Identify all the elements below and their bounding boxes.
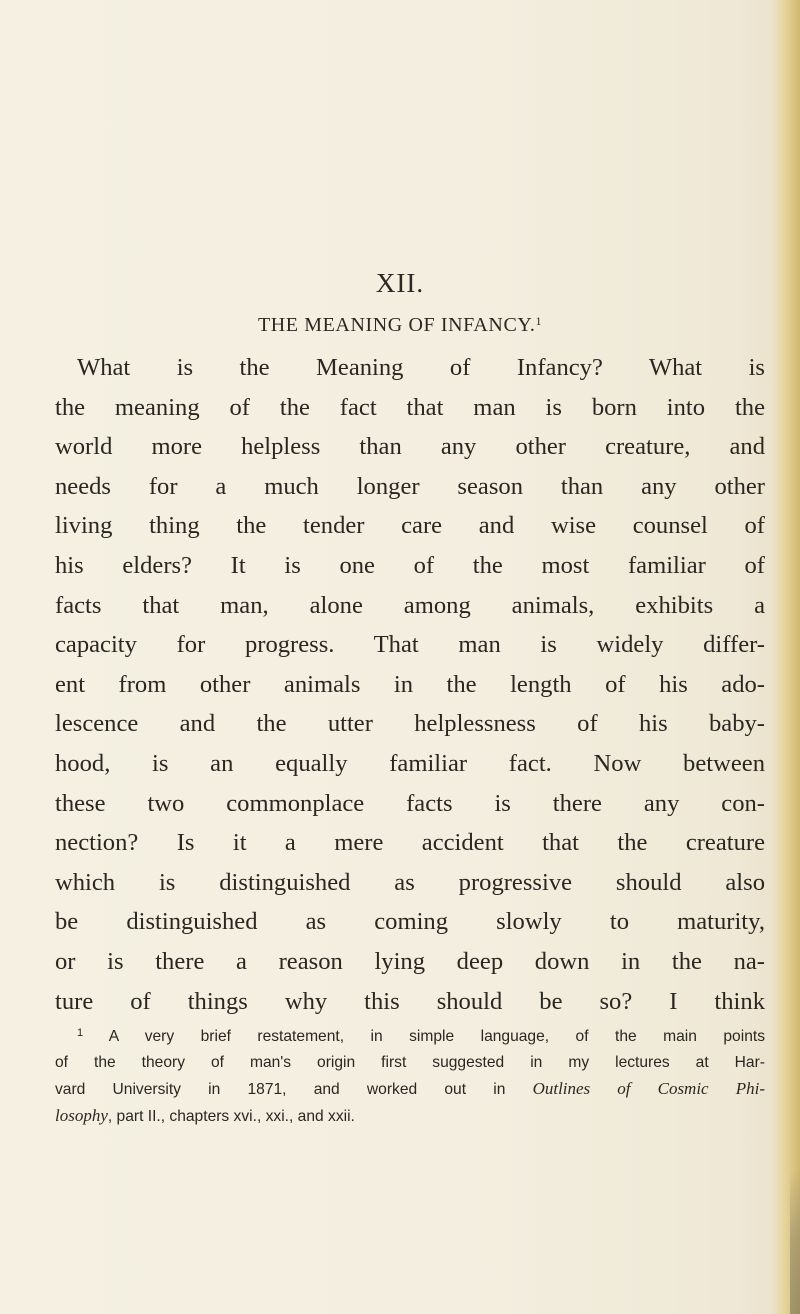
footnote-text: , part II., chapters xvi., xxi., and xxii. — [107, 1108, 355, 1125]
footnote-text: vard University in 1871, and worked out in — [55, 1081, 533, 1098]
footnote-text: A very brief restatement, in simple language, of the main points — [108, 1028, 765, 1045]
footnote — [55, 1020, 765, 1130]
body-line: capacity for progress. That man is widely differ- — [55, 631, 765, 659]
body-line: needs for a much longer season than any other — [55, 472, 765, 500]
page-edge — [772, 0, 800, 1314]
body-line: be distinguished as coming slowly to maturity, — [55, 908, 765, 936]
book-title-italic: losophy — [55, 1106, 108, 1125]
footnote-reference: 1 — [535, 314, 543, 328]
body-line: the meaning of the fact that man is born into the — [55, 393, 765, 421]
chapter-title — [0, 314, 800, 337]
body-line: nection? Is it a mere accident that the creature — [55, 829, 765, 857]
book-title-italic: Outlines of Cosmic Phi- — [532, 1079, 765, 1098]
body-line: hood, is an equally familiar fact. Now between — [55, 749, 765, 777]
footnote-line — [55, 1020, 765, 1050]
body-line: his elders? It is one of the most familiar of — [55, 551, 765, 579]
body-line: ture of things why this should be so? I think — [55, 987, 765, 1015]
footnote-marker: 1 — [77, 1027, 84, 1039]
chapter-number: XII. — [375, 268, 425, 298]
body-line: What is the Meaning of Infancy? What is — [77, 354, 765, 381]
body-paragraph — [55, 348, 765, 1021]
footnote-line — [55, 1103, 765, 1130]
body-line: living thing the tender care and wise counsel of — [55, 512, 765, 540]
chapter-title-text: THE MEANING OF INFANCY. — [257, 314, 536, 336]
footnote-line — [55, 1076, 765, 1103]
body-line: lescence and the utter helplessness of his baby- — [55, 710, 765, 738]
body-line: ent from other animals in the length of his ado- — [55, 670, 765, 698]
body-line: world more helpless than any other creature, and — [55, 433, 765, 461]
footnote-line: of the theory of man's origin first suggested in my lectures at Har- — [55, 1054, 765, 1071]
body-line: which is distinguished as progressive should also — [55, 868, 765, 896]
page-edge-shadow — [790, 1170, 800, 1314]
body-line: or is there a reason lying deep down in the na- — [55, 947, 765, 975]
body-line: these two commonplace facts is there any con- — [55, 789, 765, 817]
body-line: facts that man, alone among animals, exhibits a — [55, 591, 765, 619]
